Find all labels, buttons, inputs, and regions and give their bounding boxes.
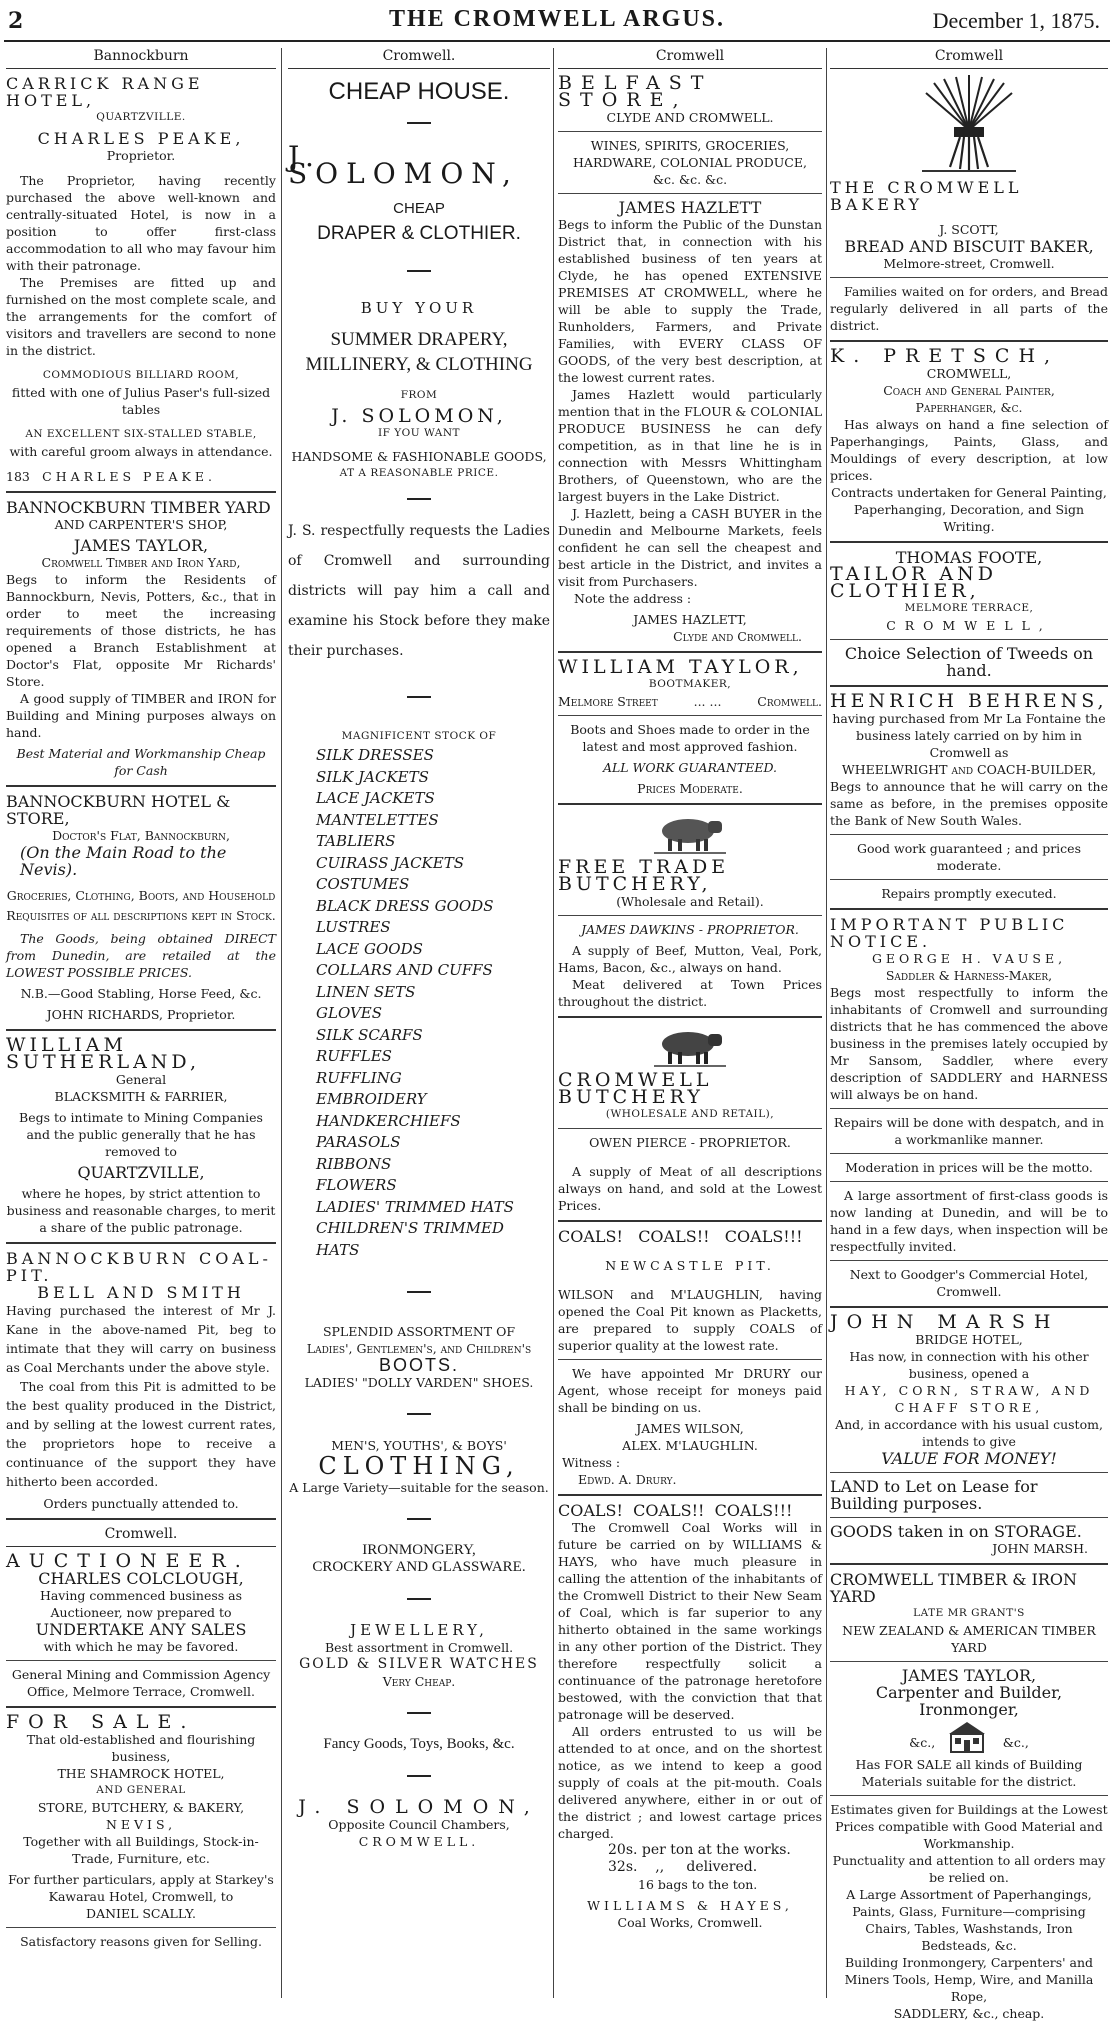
ad-bannockburn-hotel-store [6,793,276,1023]
ad-dots: ... ... [693,694,722,709]
column-2 [288,48,550,1998]
very-cheap: Very Cheap. [382,1674,456,1689]
ad-name: CHARLES COLCLOUGH, [38,1569,244,1588]
ad-paragraph: where he hopes, by strict attention to business and reasonable charges, to merit a share of the public patronage. [6,1186,276,1235]
wheatsheaf-illustration [914,75,1024,175]
ad-paragraph: Families waited on for orders, and Bread regularly delivered in all parts of the district. [830,284,1108,333]
ad-street: Melmore-street, Cromwell. [883,256,1055,271]
page-number: 2 [8,8,24,34]
ad-paragraph: Repairs promptly executed. [881,886,1057,901]
ad-paragraph: Has always on hand a fine selection of Paperhangings, Paints, Glass, and Mouldings of every description, at low prices. [830,417,1108,483]
ad-subtitle: NEW ZEALAND & AMERICAN TIMBER YARD [842,1623,1096,1655]
stock-item: PARASOLS [316,1133,401,1151]
column-divider [826,48,827,1998]
ad-goods: HAY, CORN, STRAW, AND CHAFF STORE, [844,1383,1094,1415]
ad-paragraph: Begs most respectfully to inform the inhabitants of Cromwell and surrounding districts that he has commenced the above business in the premises lately occupied by Mr Sansom, Saddler, where every description of SADDLERY and HARNESS will always be on hand. [830,985,1108,1102]
ad-title: TAILOR AND CLOTHIER, [830,563,997,602]
ad-paragraph: Having purchased the interest of Mr J. Kane in the above-named Pit, beg to intimate that they will carry on business as Coal Merchants under the above style. [6,1303,276,1375]
stock-item: SILK SCARFS [316,1025,423,1044]
ad-prices: Prices Moderate. [637,781,743,796]
ad-trade: Paperhanger, &c. [915,400,1023,415]
ad-signature: JAMES WILSON, [636,1421,744,1436]
stock-item: LACE GOODS [316,939,423,958]
ad-signature: WILLIAMS & HAYES, [587,1898,793,1913]
ad-role: Proprietor. [106,148,176,163]
column-divider [553,48,554,1998]
ad-title: JOHN MARSH [830,1311,1060,1333]
ad-proprietor: JAMES DAWKINS - PROPRIETOR. [581,922,799,937]
ad-reference: 183 [6,469,30,484]
ox-illustration [650,811,730,855]
ad-cromwell-butchery [558,1069,822,1214]
ad-title: WILLIAM TAYLOR, [558,656,803,678]
bull-illustration [650,1024,730,1068]
ad-title: FOR SALE. [6,1711,196,1733]
ad-thomas-foote [830,549,1108,679]
ad-price: 20s. per ton at the works. [608,1842,791,1858]
ad-trade: BOOTMAKER, [648,678,732,690]
ad-town: CROMWELL, [886,618,1052,633]
dolly-varden: LADIES' "DOLLY VARDEN" SHOES. [304,1375,534,1390]
ad-name: THOMAS FOOTE, [895,548,1043,567]
solomon-end: J. SOLOMON, [298,1796,540,1818]
ad-paragraph: For further particulars, apply at Starkey's Kawarau Hotel, Cromwell, to [8,1872,274,1904]
ad-note: Note the address : [574,591,692,606]
column-heading: Cromwell. [288,48,550,69]
ad-william-sutherland [6,1034,276,1236]
stock-item: LACE JACKETS [316,789,435,807]
ad-road: (On the Main Road to the Nevis). [20,843,227,879]
ad-trade: BLACKSMITH & FARRIER, [54,1089,228,1104]
column-3 [558,48,822,1998]
stock-item: RUFFLES [316,1047,392,1065]
solomon-request: J. S. respectfully requests the Ladies of Cromwell and surrounding districts will pay him a call and examine his Stock before they make their purchases. [288,523,550,659]
ad-cromwell-timber-yard [830,1571,1108,2022]
ad-witness-name: Edwd. A. Drury. [578,1472,677,1487]
ad-title: CROMWELL TIMBER & IRON YARD [830,1570,1078,1606]
ad-paragraph: A good supply of TIMBER and IRON for Building and Mining purposes always on hand. [6,691,276,740]
ad-agent: DANIEL SCALLY. [86,1906,196,1921]
if-you-want: IF YOU WANT [377,427,461,439]
ad-paragraph: J. Hazlett, being a CASH BUYER in the Dunedin and Melbourne Markets, feels confident he can sell the cheapest and best article in the District, and invites a visit from Purchasers. [558,506,822,589]
ad-witness: Witness : [562,1455,621,1470]
ad-place: QUARTZVILLE. [96,111,186,123]
ad-guarantee: ALL WORK GUARANTEED. [602,760,778,775]
stock-item: LADIES' TRIMMED HATS [316,1197,514,1216]
ad-paragraph: Has now, in connection with his other business, opened a [849,1349,1089,1381]
buy-your: BUY YOUR [360,299,478,317]
ad-paragraph: Repairs will be done with despatch, and in a workmanlike manner. [833,1115,1105,1147]
ad-public-notice [830,916,1108,1300]
ad-paragraph: with which he may be favored. [43,1639,239,1654]
ad-carrick-range-hotel [6,75,276,485]
ad-owner: CHARLES PEAKE, [37,129,245,148]
ad-orders: Orders punctually attended to. [43,1496,239,1511]
ad-paragraph: Begs to announce that he will carry on the same as before, in the premises opposite the Bank of New South Wales. [830,779,1108,828]
column-1 [6,48,276,1998]
stock-item: HANDKERCHIEFS [316,1111,461,1130]
ad-coals-newcastle [558,1228,822,1488]
ad-place: Doctor's Flat, Bannockburn, [52,828,230,843]
ad-proprietor: OWEN PIERCE - PROPRIETOR. [589,1135,791,1150]
stock-item: LINEN SETS [316,982,416,1001]
best-assortment: Best assortment in Cromwell. [324,1640,514,1655]
boots: BOOTS. [378,1355,459,1375]
ad-title: THE CROMWELL BAKERY [830,178,1023,214]
ad-title: AUCTIONEER. [6,1550,250,1572]
solomon-mid: J. SOLOMON, [331,405,507,427]
ad-trade: Cromwell Timber and Iron Yard, [41,555,241,570]
watches: GOLD & SILVER WATCHES [299,1656,539,1672]
ad-price: 32s. ,, delivered. [608,1859,758,1875]
ad-belfast-store [558,72,822,645]
stock-item: RIBBONS [316,1154,392,1173]
ad-paragraph: WILSON and M'LAUGHLIN, having opened the Coal Pit known as Placketts, are prepared to supply COALS of superior quality at the lowest rate. [558,1287,822,1353]
ad-paragraph: Moderation in prices will be the motto. [845,1160,1093,1175]
ad-works: Coal Works, Cromwell. [617,1915,763,1930]
ad-paragraph: A Large Assortment of Paperhangings, Paints, Glass, Furniture—comprising Chairs, Tables, Washstands, Iron Bedsteads, &c. [846,1887,1092,1953]
reasonable-price: AT A REASONABLE PRICE. [339,467,499,479]
ad-and-general: AND GENERAL [96,1784,186,1796]
ad-value: VALUE FOR MONEY! [881,1449,1057,1468]
opposite-council: Opposite Council Chambers, [328,1817,510,1832]
ad-william-taylor [558,656,822,797]
column-heading: Cromwell [830,48,1108,69]
splendid-assortment: SPLENDID ASSORTMENT OF [322,1324,516,1339]
ironmongery: IRONMONGERY, [362,1542,476,1558]
ad-title: BANNOCKBURN TIMBER YARD [6,498,271,517]
draper-clothier: DRAPER & CLOTHIER. [317,223,521,244]
ad-paragraph: We have appointed Mr DRURY our Agent, whose receipt for moneys paid shall be binding on us. [558,1366,822,1415]
masthead-rule [4,40,1110,42]
solomon-title: J. SOLOMON, [288,140,519,190]
ad-paragraph: having purchased from Mr La Fontaine the business lately carried on by him in Cromwell as [832,711,1106,760]
ad-paragraph: A large assortment of first-class goods is now landing at Dunedin, and will be to hand in a few days, when inspection will be respectfully invited. [830,1188,1108,1254]
ad-paragraph: Begs to inform the Public of the Dunstan District that, in connection with his established business of ten years at Clyde, he has opened EXTENSIVE PREMISES AT CROMWELL, where he will be able to supply the Trade, Runholders, Farmers, and Private Families, with EVERY CLASS OF GOODS, of the very best description, at the lowest current rates. [558,217,822,385]
column-4 [830,48,1108,2021]
column-divider [281,48,282,1998]
ad-trade: Saddler & Harness-Maker, [885,968,1053,983]
ad-auctioneer [6,1550,276,1700]
ad-john-marsh [830,1311,1108,1557]
ad-subtitle: (WHOLESALE AND RETAIL), [605,1108,775,1120]
ad-name: JAMES HAZLETT [618,198,762,217]
ad-paragraph: Begs to intimate to Mining Companies and the public generally that he has removed to [19,1110,263,1159]
ad-coals-williams-hays [558,1502,822,1931]
ad-paragraph: Having commenced business as Auctioneer, now prepared to [39,1588,243,1620]
ad-title: HENRICH BEHRENS, [830,690,1108,712]
ad-place: QUARTZVILLE, [77,1163,205,1182]
jewellery: JEWELLERY, [350,1621,488,1639]
ad-goods: WINES, SPIRITS, GROCERIES, HARDWARE, COLONIAL PRODUCE, [573,138,807,170]
clothing-variety: A Large Variety—suitable for the season. [289,1480,549,1495]
ad-paragraph: The Proprietor, having recently purchased the above well-known and centrally-situated Hotel, is now in a position to offer first-class accommodation to all who may favour him with their patronage. [6,173,276,273]
ad-terrace: MELMORE TERRACE, [904,602,1034,614]
ad-title: IMPORTANT PUBLIC NOTICE. [830,915,1069,951]
ad-bags: 16 bags to the ton. [638,1877,758,1892]
ad-trade: Carpenter and Builder, Ironmonger, [875,1683,1063,1719]
fancy-goods: Fancy Goods, Toys, Books, &c. [323,1736,515,1752]
ad-paragraph: All orders entrusted to us will be attended to at once, and on the shortest notice, as we intend to keep a good supply of coals at the pit-mouth. Coals delivered anywhere, either in or out of the district ; and lowest cartage prices charged. [558,1724,822,1841]
ad-paragraph: The coal from this Pit is admitted to be the best quality produced in the District, and by selling at the lowest current rates, the proprietors hope to receive a continuance of the support they have hitherto been accorded. [6,1379,276,1489]
ad-signature: ALEX. M'LAUGHLIN. [622,1438,758,1453]
ad-paragraph: The Premises are fitted up and furnished on the most complete scale, and the arrangements for the comfort of visitors and travellers are second to none in the district. [6,275,276,358]
column-heading: Bannockburn [6,48,276,69]
stock-item: SILK DRESSES [316,746,434,764]
ad-etc: &c. &c. &c. [652,172,728,187]
ad-tweeds: Choice Selection of Tweeds on hand. [844,644,1094,680]
ad-paragraph: The Cromwell Coal Works will in future be carried on by WILLIAMS & HAYS, who have much pleasure in calling the attention of the inhabitants of the Cromwell District to their New Seam of Coal, which is far superior to any hitherto obtained in the same workings in any other portion of the District. They therefore respectfully solicit a continuance of the patronage heretofore bestowed, with the conviction that that patronage will be deserved. [558,1520,822,1722]
ad-name: GEORGE H. VAUSE, [871,951,1067,966]
ad-place: NEVIS, [105,1817,177,1832]
stock-item: FLOWERS [316,1176,397,1194]
ad-paragraph: Satisfactory reasons given for Selling. [20,1934,262,1949]
ad-title: COALS! COALS!! COALS!!! [558,1501,793,1520]
ad-title: BELFAST STORE, [558,72,713,111]
ad-trade: WHEELWRIGHT and COACH-BUILDER, [841,762,1097,777]
stock-list [288,745,550,1261]
ad-signature: JOHN RICHARDS, Proprietor. [46,1007,236,1022]
ad-paragraph: The Goods, being obtained DIRECT from Dunedin, are retailed at the LOWEST POSSIBLE PRICES. [6,931,276,980]
column-heading: Cromwell [558,48,822,69]
ad-general: General [115,1072,167,1087]
masthead [0,0,1114,42]
ad-bannockburn-timber-yard [6,499,276,779]
ad-trade: Coach and General Painter, [883,383,1055,398]
ad-title: FREE TRADE BUTCHERY, [558,856,730,895]
ad-feature: COMMODIOUS BILLIARD ROOM, [42,369,240,381]
ad-pretsch [830,345,1108,535]
ad-paragraph: Good work guaranteed ; and prices moderate. [857,841,1081,873]
ad-paragraph: Estimates given for Buildings at the Lowest Prices compatible with Good Material and Workmanship. [830,1802,1108,1851]
ad-for-sale [6,1711,276,1950]
ad-title: K. PRETSCH, [830,345,1060,367]
ad-feature-detail: fitted with one of Julius Paser's full-sized tables [11,385,271,417]
ad-name: JAMES TAYLOR, [901,1666,1037,1685]
cromwell-town: CROMWELL. [358,1834,480,1849]
ad-owner: JAMES TAYLOR, [73,536,209,555]
stock-item: CUIRASS JACKETS [316,853,464,872]
ad-cromwell-bakery [830,179,1108,334]
ad-feature-detail: with careful groom always in attendance. [9,444,273,459]
column-heading: Cromwell. [6,1526,276,1547]
ad-paragraph: Together with all Buildings, Stock-in-Trade, Furniture, etc. [23,1834,259,1866]
mens-youths: MEN'S, YOUTHS', & BOYS' [331,1438,507,1453]
ad-late: LATE MR GRANT'S [913,1607,1025,1619]
stock-item: COSTUMES [316,875,410,893]
stock-item: CHILDREN'S TRIMMED HATS [316,1219,504,1259]
ad-title: CARRICK RANGE HOTEL, [6,74,204,110]
from-label: FROM [400,389,438,401]
ad-paragraph: SADDLERY, &c., cheap. [893,2006,1045,2021]
clothing: CLOTHING, [318,1452,520,1480]
ad-feature: AN EXCELLENT SIX-STALLED STABLE, [25,428,257,440]
ad-title: WILLIAM SUTHERLAND, [6,1034,201,1073]
ad-paragraph: Next to Goodger's Commercial Hotel, Cromwell. [849,1267,1089,1299]
stock-item: TABLIERS [316,832,396,850]
ad-place: CROMWELL, [926,366,1012,381]
ad-land: LAND to Let on Lease for Building purposes. [830,1477,1038,1513]
handsome-goods: HANDSOME & FASHIONABLE GOODS, [291,449,547,464]
ad-pit: NEWCASTLE PIT. [605,1258,775,1273]
ad-town: Cromwell. [757,694,822,709]
ad-paragraph: Has FOR SALE all kinds of Building Materials suitable for the district. [855,1757,1083,1789]
ad-title: CROMWELL BUTCHERY [558,1069,713,1108]
ad-etc: &c., &c., [909,1735,1029,1750]
ad-paragraph: A supply of Beef, Mutton, Veal, Pork, Hams, Bacon, &c., always on hand. [558,943,822,975]
ad-hotel: THE SHAMROCK HOTEL, [57,1766,225,1781]
cheap-house: CHEAP HOUSE. [328,78,510,105]
ad-paragraph: Punctuality and attention to all orders may be relied on. [832,1853,1106,1885]
ad-paragraph: Groceries, Clothing, Boots, and Household Requisites of all descriptions kept in Stock. [6,888,276,923]
ad-owner: J. SCOTT, [939,222,999,237]
ad-trade: BREAD AND BISCUIT BAKER, [844,237,1094,256]
ad-subtitle: (Wholesale and Retail). [616,894,764,909]
ad-paragraph: Boots and Shoes made to order in the latest and most approved fashion. [570,722,810,754]
ad-subtitle: AND CARPENTER'S SHOP, [54,517,228,532]
ad-henrich-behrens [830,690,1108,902]
ad-office: General Mining and Commission Agency Office, Melmore Terrace, Cromwell. [11,1667,271,1699]
ad-signature: JOHN MARSH. [992,1541,1088,1556]
stock-heading: MAGNIFICENT STOCK OF [341,730,497,742]
ad-paragraph: Building Ironmongery, Carpenters' and Miners Tools, Hemp, Wire, and Manilla Rope, [844,1955,1094,2004]
newspaper-title: THE CROMWELL ARGUS. [388,6,726,32]
ad-store: STORE, BUTCHERY, & BAKERY, [37,1800,245,1815]
ad-paragraph: James Hazlett would particularly mention that in the FLOUR & COLONIAL PRODUCE BUSINESS he can defy competition, as in that line he is in connection with Messrs Whittingham Brothers, of Queenstown, who are the largest buyers in the Lake District. [558,387,822,504]
stock-item: RUFFLING [316,1068,402,1087]
ad-bannockburn-coal-pit [6,1250,276,1512]
ad-signature: JAMES HAZLETT, [633,612,747,627]
genders: Ladies', Gentlemen's, and Children's [306,1341,532,1356]
ad-title: BANNOCKBURN COAL-PIT. [6,1249,272,1285]
cheap-label: CHEAP [393,200,445,217]
stock-item: GLOVES [316,1004,383,1022]
stock-item: MANTELETTES [316,810,439,829]
stock-item: SILK JACKETS [316,767,429,786]
ad-paragraph: That old-established and flourishing business, [26,1732,256,1764]
stock-item: EMBROIDERY [316,1090,427,1108]
ad-signature-place: Clyde and Cromwell. [673,629,802,644]
ad-title: COALS! COALS!! COALS!!! [558,1227,803,1246]
crockery: CROCKERY AND GLASSWARE. [312,1559,526,1575]
ad-note: N.B.—Good Stabling, Horse Feed, &c. [20,986,262,1001]
ad-paragraph: Meat delivered at Town Prices throughout the district. [558,977,822,1009]
ad-tagline: Best Material and Workmanship Cheap for Cash [16,746,266,778]
ad-place: CLYDE AND CROMWELL. [606,110,774,125]
summer-drapery: SUMMER DRAPERY, MILLINERY, & CLOTHING [305,329,533,375]
ad-paragraph: Contracts undertaken for General Painting, Paperhanging, Decoration, and Sign Writing. [831,485,1107,534]
ad-storage: GOODS taken in on STORAGE. [830,1522,1082,1541]
ad-free-trade-butchery [558,856,822,1010]
stock-item: COLLARS AND CUFFS [316,961,493,979]
ad-hotel: BRIDGE HOTEL, [915,1332,1023,1347]
issue-date: December 1, 1875. [932,8,1100,33]
ad-signature: CHARLES PEAKE. [42,469,216,484]
ad-paragraph: Begs to inform the Residents of Bannockburn, Nevis, Potters, &c., that in order to meet the increasing requirements of those districts, he has opened a Branch Establishment at Doctor's Flat, opposite Mr Richards' Store. [6,572,276,689]
ad-paragraph: A supply of Meat of all descriptions always on hand, and sold at the Lowest Prices. [558,1164,822,1213]
stock-item: LUSTRES [316,918,391,936]
stock-item: BLACK DRESS GOODS [316,896,494,915]
ad-owners: BELL AND SMITH [37,1283,245,1302]
ad-paragraph: And, in accordance with his usual custom, intends to give [835,1417,1103,1449]
ad-title: BANNOCKBURN HOTEL & STORE, [6,792,231,828]
ad-undertake: UNDERTAKE ANY SALES [35,1620,247,1639]
ad-street: Melmore Street [558,694,658,709]
